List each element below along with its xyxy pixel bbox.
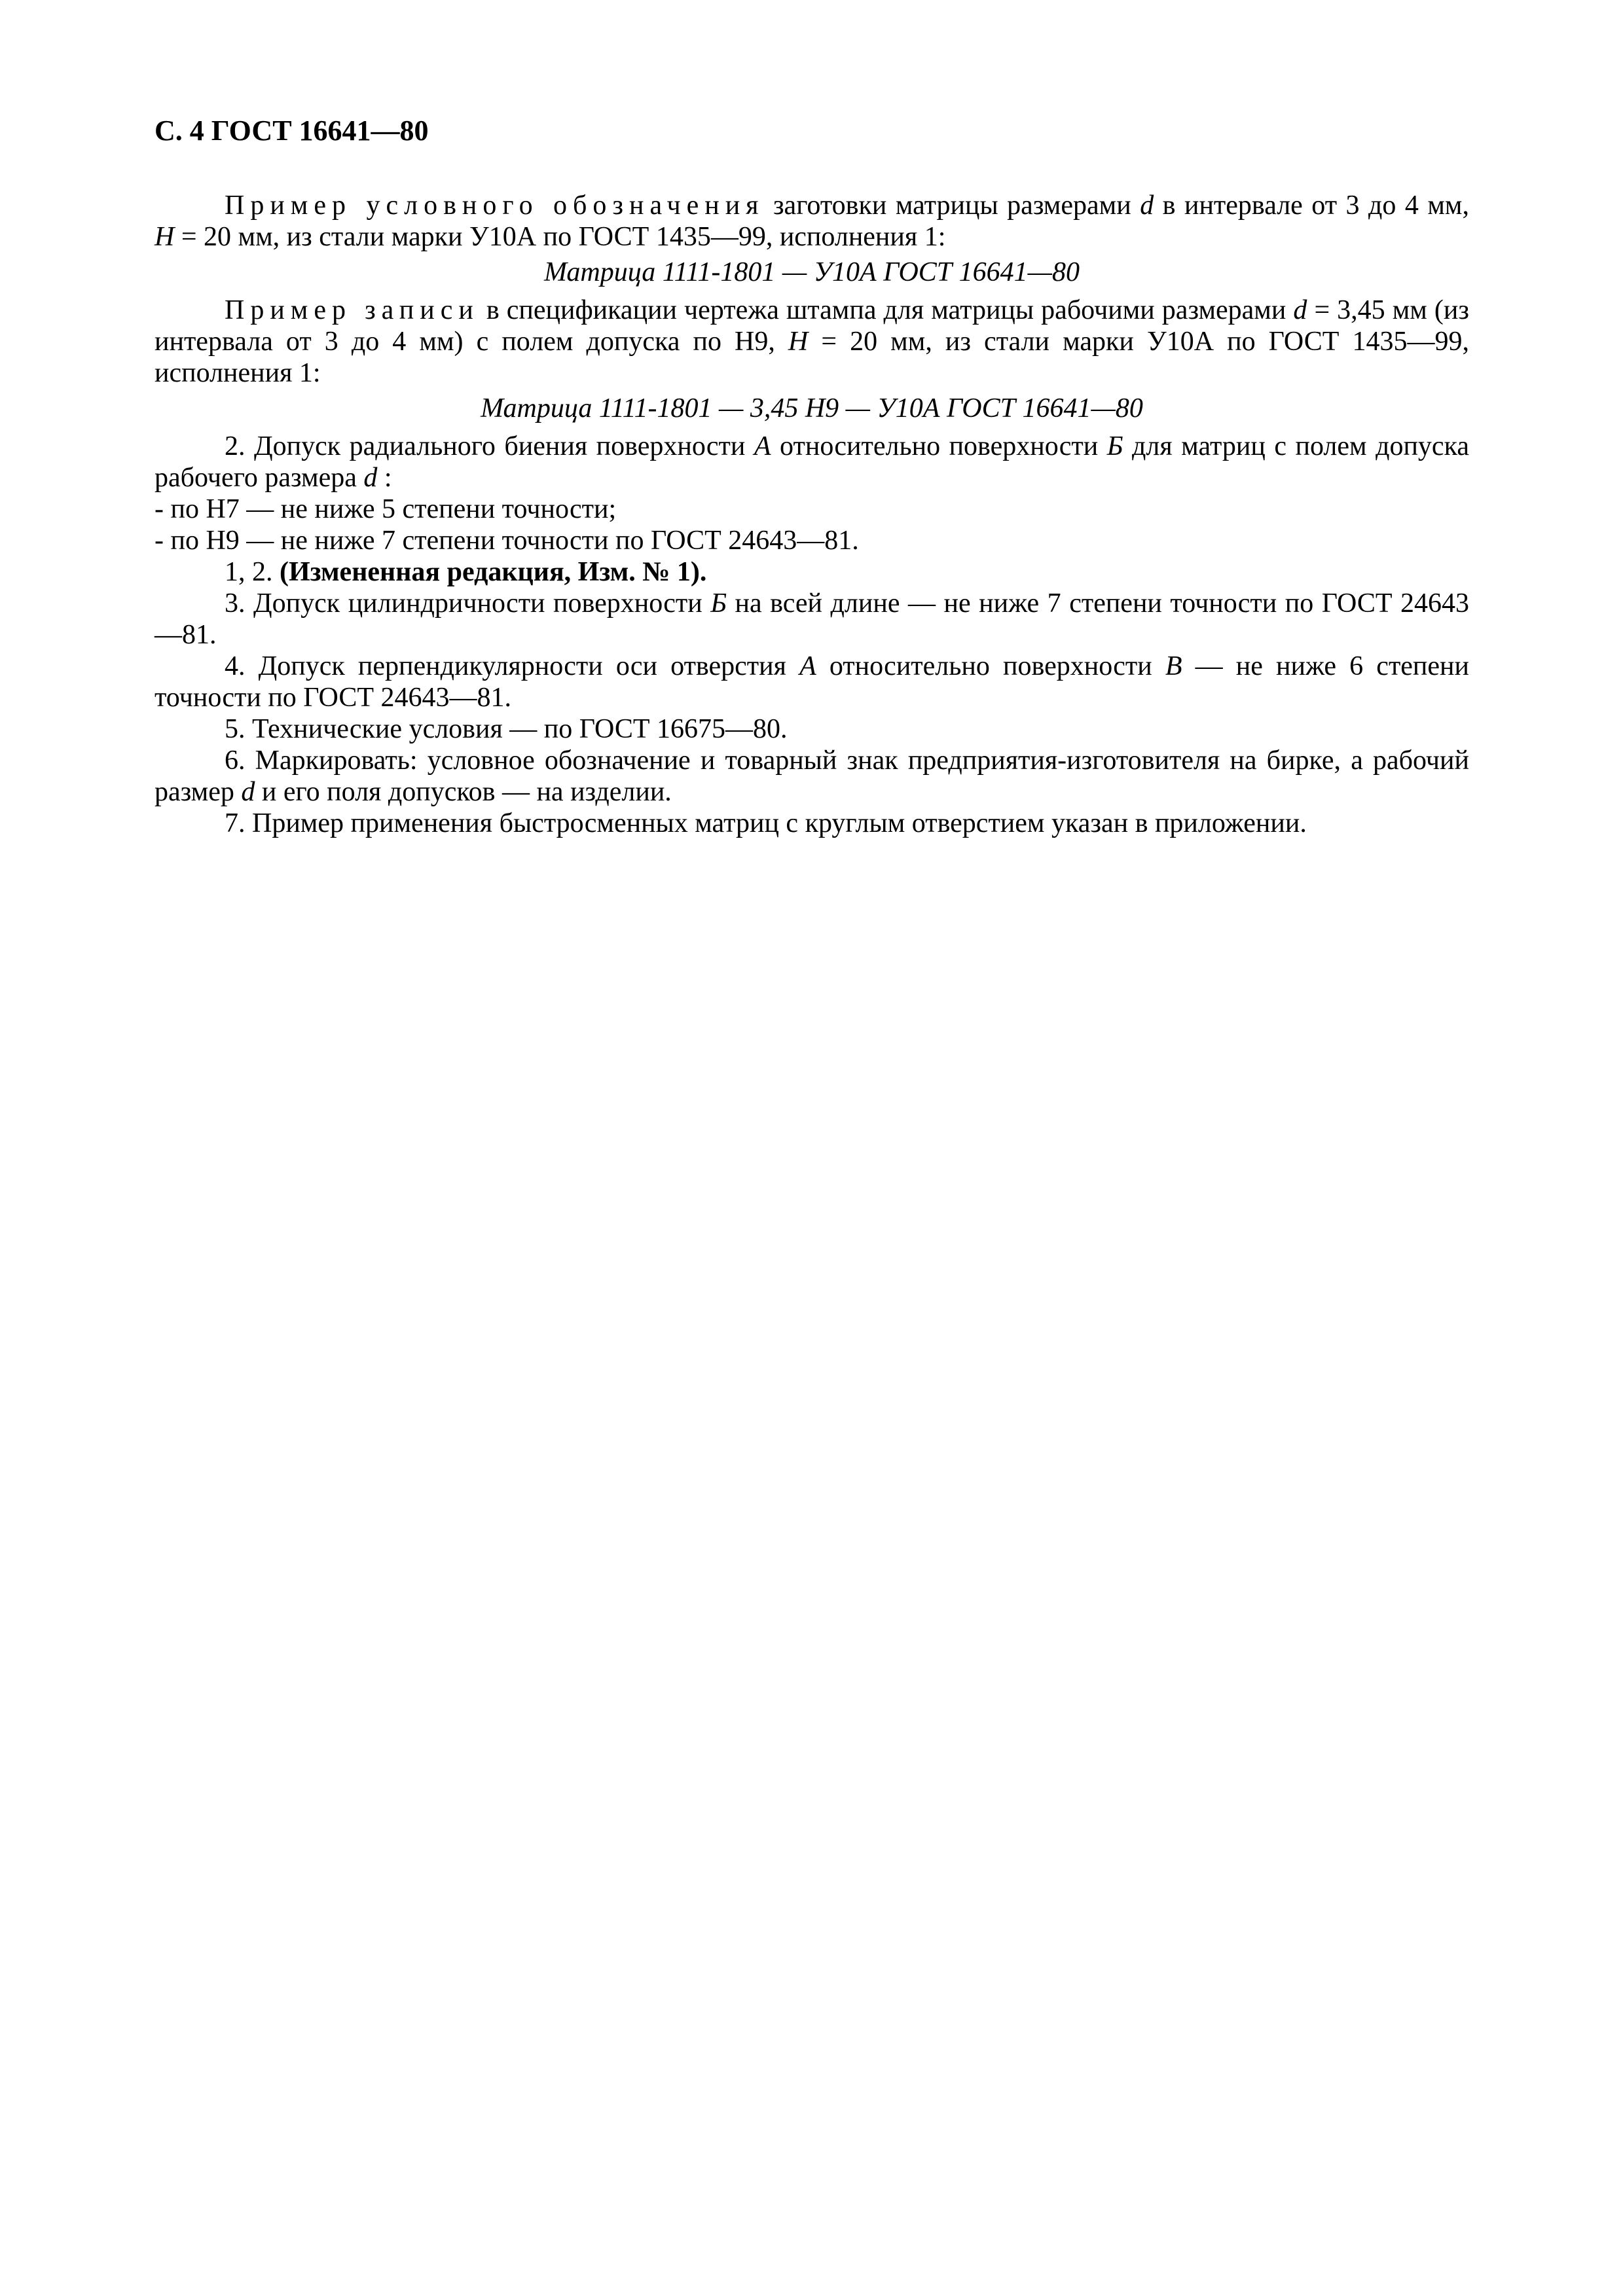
example-lead: Пример записи — [225, 295, 479, 325]
item-3: 3. Допуск цилиндричности поверхности Б на всей длине — не ниже 7 степени точности по ГОСТ 24643—81. — [155, 588, 1470, 650]
example-lead: Пример условного обозначения — [225, 190, 765, 221]
document-body — [155, 190, 1469, 839]
example-designation-paragraph: Пример условного обозначения заготовки матрицы размерами d в интервале от 3 до 4 мм, Н = 20 мм, из стали марки У10А по ГОСТ 1435—99, исполнения 1: — [155, 190, 1469, 252]
designation-example-2: Матрица 1111-1801 — 3,45 Н9 — У10А ГОСТ 16641—80 — [481, 393, 1143, 423]
item-5: 5. Технические условия — по ГОСТ 16675—80. — [225, 714, 788, 744]
amendment-note: 1, 2. (Измененная редакция, Изм. № 1). — [225, 557, 707, 587]
item-2: 2. Допуск радиального биения поверхности А относительно поверхности Б для матриц с полем допуска рабочего размера d : — [155, 431, 1469, 493]
example-record-paragraph: Пример записи в спецификации чертежа штампа для матрицы рабочими размерами d = 3,45 мм (из интервала от 3 до 4 мм) с полем допуска по Н9, Н = 20 мм, из стали марки У10А по ГОСТ 1435—99, исполнения 1: — [155, 295, 1469, 388]
page-header: С. 4 ГОСТ 16641—80 — [155, 115, 429, 147]
item-2-sub-1: - по Н7 — не ниже 5 степени точности; — [155, 494, 617, 524]
item-4: 4. Допуск перпендикулярности оси отверстия А относительно поверхности В — не ниже 6 степени точности по ГОСТ 24643—81. — [155, 651, 1470, 713]
item-6: 6. Маркировать: условное обозначение и товарный знак предприятия-изготовителя на бирке, а рабочий размер d и его поля допусков — на изделии. — [155, 745, 1469, 807]
item-2-sub-2: - по Н9 — не ниже 7 степени точности по ГОСТ 24643—81. — [155, 526, 859, 556]
designation-example-1: Матрица 1111-1801 — У10А ГОСТ 16641—80 — [543, 257, 1080, 287]
item-7: 7. Пример применения быстросменных матриц с круглым отверстием указан в приложении. — [225, 808, 1307, 838]
